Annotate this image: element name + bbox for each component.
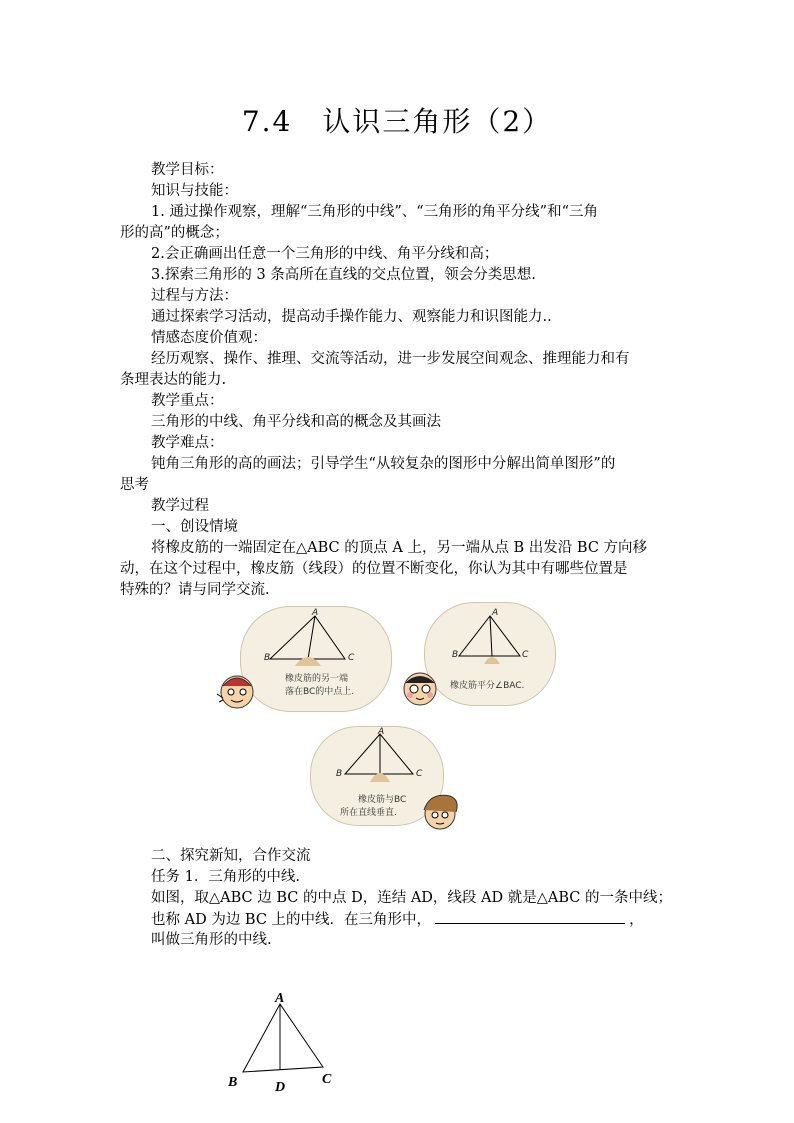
triangle-median-figure bbox=[220, 985, 350, 1095]
text-line-part: 也称 AD 为边 BC 上的中线．在三角形中， bbox=[151, 912, 432, 928]
vertex-label-d: D bbox=[275, 1080, 286, 1095]
text-line: 任务 1．三角形的中线. bbox=[151, 869, 300, 885]
text-line: 过程与方法： bbox=[151, 288, 238, 304]
vertex-label-c: C bbox=[348, 653, 355, 663]
text-line: 情感态度价值观： bbox=[151, 330, 267, 346]
caption-line: 所在直线垂直. bbox=[340, 808, 397, 818]
text-line-part: ， bbox=[629, 912, 644, 928]
page-title: 7.4 认识三角形（2） bbox=[241, 105, 553, 138]
text-line bbox=[151, 909, 644, 931]
text-line: 2.会正确画出任意一个三角形的中线、角平分线和高； bbox=[151, 246, 499, 262]
vertex-label-c: C bbox=[322, 1072, 332, 1087]
vertex-label-b: B bbox=[264, 653, 271, 663]
vertex-label-b: B bbox=[336, 769, 343, 779]
student-face-icon bbox=[420, 790, 462, 834]
text-line: 经历观察、操作、推理、交流等活动，进一步发展空间观念、推理能力和有 bbox=[151, 351, 630, 367]
vertex-label-a: A bbox=[275, 991, 285, 1006]
text-line: 思考 bbox=[120, 477, 149, 493]
vertex-label-c: C bbox=[522, 650, 529, 660]
text-line: 通过探索学习活动，提高动手操作能力、观察能力和识图能力.. bbox=[151, 309, 552, 325]
vertex-label-a: A bbox=[378, 727, 385, 737]
vertex-label-b: B bbox=[452, 650, 459, 660]
caption-line: 落在BC的中点上. bbox=[285, 687, 355, 697]
text-line: 教学重点： bbox=[151, 393, 224, 409]
text-line: 知识与技能： bbox=[151, 183, 238, 199]
text-line: 教学难点： bbox=[151, 435, 224, 451]
text-line: 教学过程 bbox=[151, 498, 209, 514]
student-face-icon bbox=[400, 665, 440, 709]
illustration-midpoint-drawing bbox=[240, 606, 390, 710]
text-line: 条理表达的能力. bbox=[120, 372, 227, 388]
vertex-label-a: A bbox=[312, 608, 319, 618]
student-face-icon bbox=[215, 668, 257, 712]
text-line: 3.探索三角形的 3 条高所在直线的交点位置，领会分类思想. bbox=[151, 267, 536, 283]
caption-line: 橡皮筋与BC bbox=[358, 795, 407, 805]
text-line: 如图，取△ABC 边 BC 的中点 D，连结 AD，线段 AD 就是△ABC 的一条中线； bbox=[151, 890, 672, 906]
illustration-bisector-drawing bbox=[424, 602, 554, 704]
text-line: 动，在这个过程中，橡皮筋（线段）的位置不断变化，你认为其中有哪些位置是 bbox=[120, 561, 628, 577]
section-heading: 二、探究新知，合作交流 bbox=[151, 848, 311, 864]
text-line: 将橡皮筋的一端固定在△ABC 的顶点 A 上，另一端从点 B 出发沿 BC 方向移 bbox=[151, 540, 648, 556]
text-line: 1. 通过操作观察，理解“三角形的中线”、“三角形的角平分线”和“三角 bbox=[151, 204, 599, 220]
text-line: 三角形的中线、角平分线和高的概念及其画法 bbox=[151, 414, 441, 430]
vertex-label-b: B bbox=[228, 1075, 238, 1090]
fill-in-blank[interactable] bbox=[435, 909, 625, 924]
text-line: 教学目标： bbox=[151, 162, 224, 178]
vertex-label-a: A bbox=[492, 608, 499, 618]
vertex-label-c: C bbox=[416, 769, 423, 779]
caption-line: 橡皮筋的另一端 bbox=[285, 674, 349, 684]
text-line: 一、创设情境 bbox=[151, 519, 238, 535]
text-line: 钝角三角形的高的画法；引导学生“从较复杂的图形中分解出简单图形”的 bbox=[151, 456, 616, 472]
text-line: 特殊的？请与同学交流. bbox=[120, 582, 270, 598]
caption-line: 橡皮筋平分∠BAC. bbox=[450, 681, 525, 691]
text-line: 叫做三角形的中线. bbox=[151, 932, 272, 948]
text-line: 形的高”的概念； bbox=[120, 225, 229, 241]
